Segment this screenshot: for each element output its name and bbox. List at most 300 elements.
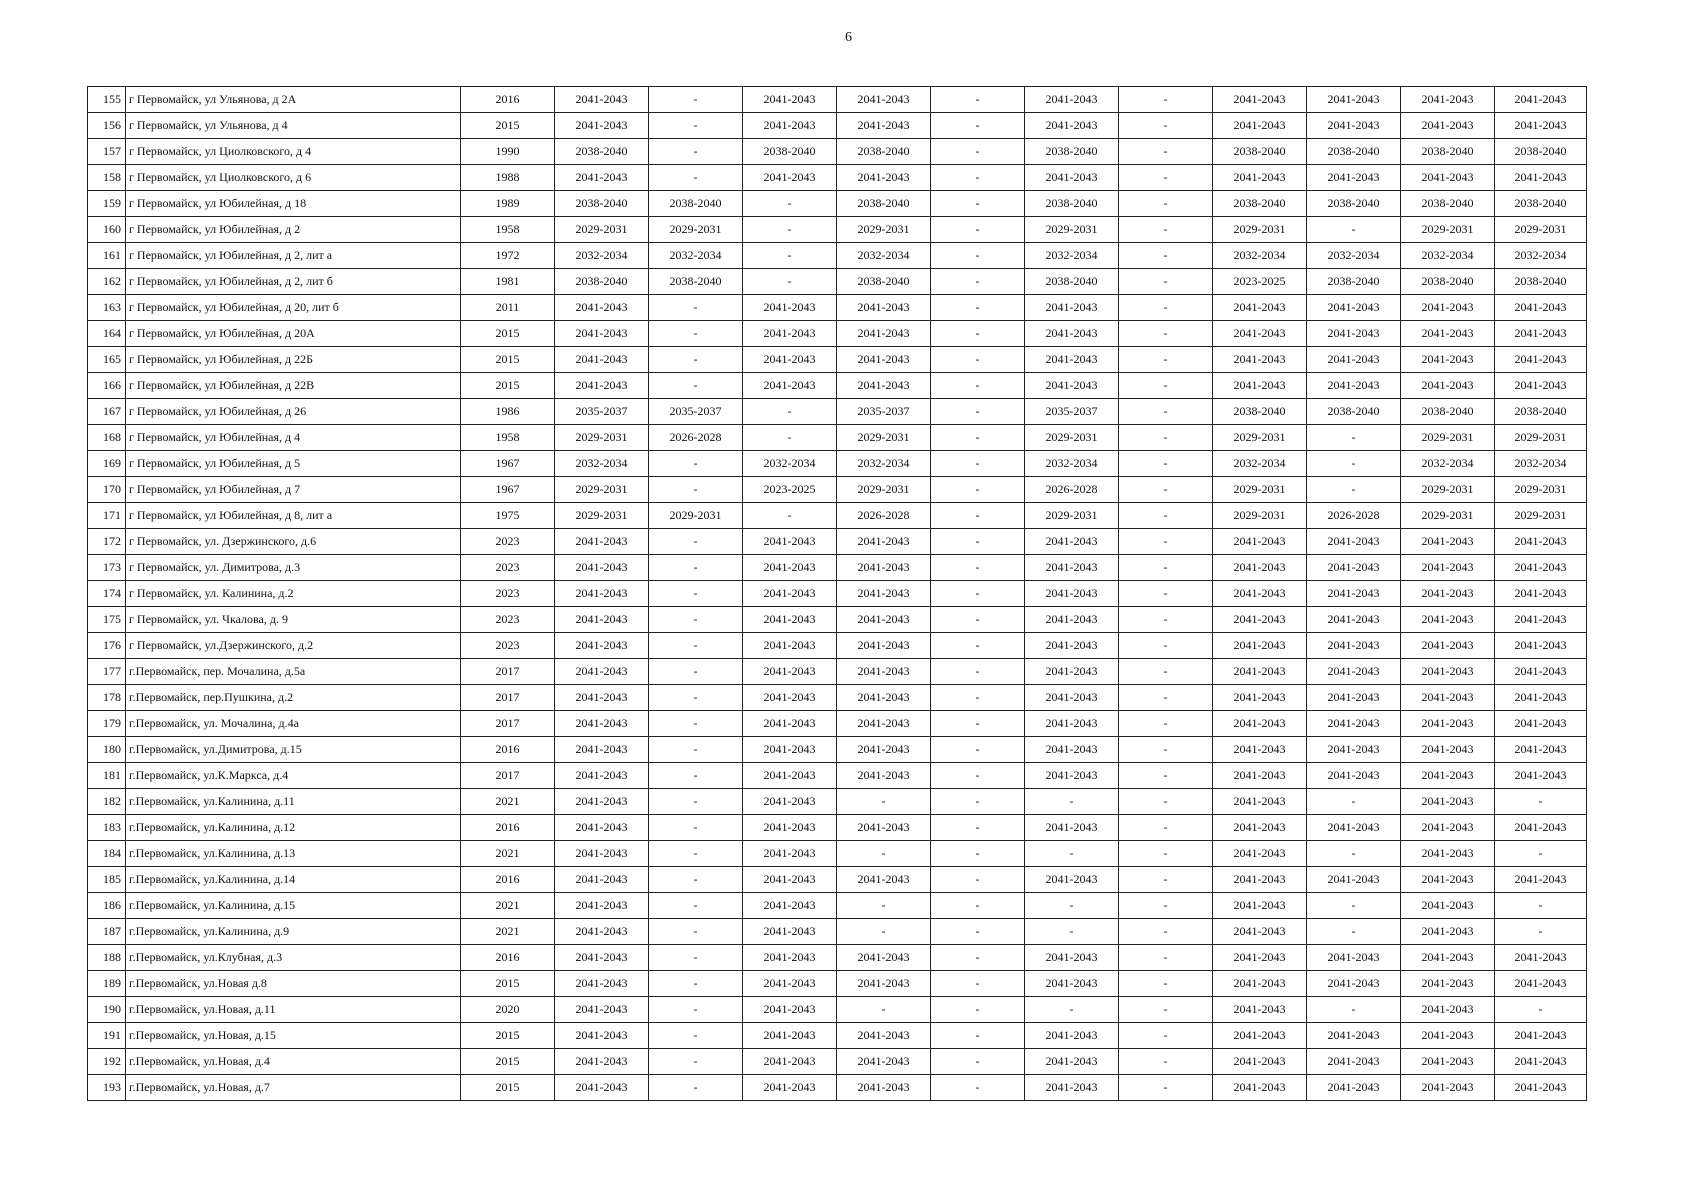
repair-period-cell: - <box>1119 321 1213 347</box>
row-number-cell: 169 <box>88 451 126 477</box>
repair-period-cell: - <box>649 165 743 191</box>
table-row <box>88 451 1587 477</box>
repair-period-cell: 2041-2043 <box>743 295 837 321</box>
repair-period-cell: - <box>1307 425 1401 451</box>
repair-period-cell: - <box>649 87 743 113</box>
year-built-cell: 2015 <box>461 113 555 139</box>
repair-period-cell: - <box>931 243 1025 269</box>
row-number-cell: 187 <box>88 919 126 945</box>
repair-period-cell: 2041-2043 <box>1307 607 1401 633</box>
table-row <box>88 581 1587 607</box>
repair-period-cell: - <box>1119 737 1213 763</box>
repair-period-cell: - <box>1495 919 1587 945</box>
repair-period-cell: 2032-2034 <box>1401 243 1495 269</box>
year-built-cell: 2023 <box>461 581 555 607</box>
repair-period-cell: 2041-2043 <box>1025 633 1119 659</box>
repair-period-cell: 2041-2043 <box>1307 763 1401 789</box>
row-number-cell: 170 <box>88 477 126 503</box>
repair-period-cell: 2041-2043 <box>1495 1075 1587 1101</box>
repair-period-cell: 2038-2040 <box>1495 269 1587 295</box>
year-built-cell: 2016 <box>461 87 555 113</box>
repair-period-cell: 2041-2043 <box>837 581 931 607</box>
repair-period-cell: - <box>649 737 743 763</box>
repair-period-cell: - <box>649 1023 743 1049</box>
repair-period-cell: 2041-2043 <box>1213 633 1307 659</box>
repair-period-cell: 2041-2043 <box>1307 659 1401 685</box>
repair-period-cell: 2041-2043 <box>1025 711 1119 737</box>
table-row <box>88 841 1587 867</box>
repair-period-cell: 2029-2031 <box>1401 477 1495 503</box>
address-cell: г Первомайск, ул Циолковского, д 4 <box>126 139 461 165</box>
repair-period-cell: 2041-2043 <box>1213 997 1307 1023</box>
table-row <box>88 321 1587 347</box>
repair-period-cell: 2041-2043 <box>1213 529 1307 555</box>
address-cell: г.Первомайск, ул.Новая, д.15 <box>126 1023 461 1049</box>
table-row <box>88 971 1587 997</box>
repair-period-cell: 2032-2034 <box>1025 451 1119 477</box>
repair-period-cell: - <box>649 1075 743 1101</box>
repair-period-cell: 2041-2043 <box>1401 529 1495 555</box>
repair-period-cell: - <box>1307 841 1401 867</box>
repair-period-cell: 2041-2043 <box>837 295 931 321</box>
repair-period-cell: 2041-2043 <box>555 87 649 113</box>
address-cell: г.Первомайск, ул.Новая, д.11 <box>126 997 461 1023</box>
address-cell: г.Первомайск, ул.Новая, д.4 <box>126 1049 461 1075</box>
repair-period-cell: - <box>1119 581 1213 607</box>
repair-period-cell: - <box>649 347 743 373</box>
repair-period-cell: 2041-2043 <box>1213 867 1307 893</box>
address-cell: г Первомайск, ул Юбилейная, д 5 <box>126 451 461 477</box>
repair-period-cell: 2032-2034 <box>837 451 931 477</box>
repair-period-cell: 2041-2043 <box>743 815 837 841</box>
repair-period-cell: - <box>931 919 1025 945</box>
repair-period-cell: - <box>743 503 837 529</box>
table-row <box>88 243 1587 269</box>
repair-period-cell: 2029-2031 <box>555 425 649 451</box>
repair-period-cell: 2041-2043 <box>1495 659 1587 685</box>
row-number-cell: 174 <box>88 581 126 607</box>
repair-period-cell: 2038-2040 <box>837 139 931 165</box>
repair-period-cell: 2041-2043 <box>1307 633 1401 659</box>
repair-period-cell: - <box>649 373 743 399</box>
repair-period-cell: 2041-2043 <box>555 1049 649 1075</box>
year-built-cell: 1967 <box>461 451 555 477</box>
repair-period-cell: 2041-2043 <box>743 919 837 945</box>
repair-period-cell: 2041-2043 <box>1307 971 1401 997</box>
repair-period-cell: 2032-2034 <box>555 243 649 269</box>
repair-period-cell: 2041-2043 <box>1401 1075 1495 1101</box>
repair-period-cell: - <box>649 529 743 555</box>
repair-period-cell: 2041-2043 <box>1213 971 1307 997</box>
row-number-cell: 186 <box>88 893 126 919</box>
repair-period-cell: 2041-2043 <box>1401 971 1495 997</box>
repair-period-cell: 2026-2028 <box>1307 503 1401 529</box>
address-cell: г Первомайск, ул. Чкалова, д. 9 <box>126 607 461 633</box>
repair-period-cell: 2038-2040 <box>555 269 649 295</box>
repair-period-cell: 2035-2037 <box>1025 399 1119 425</box>
repair-period-cell: - <box>931 295 1025 321</box>
repair-period-cell: 2041-2043 <box>1401 295 1495 321</box>
repair-period-cell: 2038-2040 <box>1401 191 1495 217</box>
address-cell: г Первомайск, ул Юбилейная, д 2, лит б <box>126 269 461 295</box>
repair-period-cell: - <box>649 113 743 139</box>
repair-period-cell: 2041-2043 <box>743 607 837 633</box>
repair-period-cell: - <box>931 893 1025 919</box>
repair-period-cell: 2041-2043 <box>555 893 649 919</box>
address-cell: г Первомайск, ул Юбилейная, д 8, лит а <box>126 503 461 529</box>
table-row <box>88 763 1587 789</box>
repair-period-cell: 2029-2031 <box>1213 477 1307 503</box>
repair-period-cell: 2041-2043 <box>1025 1075 1119 1101</box>
repair-period-cell: 2041-2043 <box>555 113 649 139</box>
repair-period-cell: 2041-2043 <box>1495 867 1587 893</box>
address-cell: г Первомайск, ул Юбилейная, д 22Б <box>126 347 461 373</box>
repair-period-cell: - <box>931 633 1025 659</box>
repair-period-cell: 2041-2043 <box>1495 87 1587 113</box>
repair-period-cell: - <box>1119 607 1213 633</box>
repair-period-cell: 2041-2043 <box>1307 581 1401 607</box>
repair-period-cell: 2029-2031 <box>837 477 931 503</box>
repair-period-cell: - <box>1119 139 1213 165</box>
repair-period-cell: 2041-2043 <box>1495 555 1587 581</box>
repair-period-cell: - <box>931 971 1025 997</box>
repair-period-cell: 2041-2043 <box>1401 867 1495 893</box>
address-cell: г Первомайск, ул.Дзержинского, д.2 <box>126 633 461 659</box>
year-built-cell: 2017 <box>461 763 555 789</box>
repair-period-cell: - <box>1119 893 1213 919</box>
repair-period-cell: - <box>649 555 743 581</box>
repair-period-cell: 2041-2043 <box>555 997 649 1023</box>
repair-period-cell: 2041-2043 <box>1025 1023 1119 1049</box>
year-built-cell: 2015 <box>461 971 555 997</box>
repair-period-cell: 2041-2043 <box>1025 1049 1119 1075</box>
repair-period-cell: 2041-2043 <box>837 1023 931 1049</box>
repair-period-cell: 2041-2043 <box>1495 633 1587 659</box>
address-cell: г.Первомайск, ул. Мочалина, д.4а <box>126 711 461 737</box>
repair-period-cell: 2041-2043 <box>555 373 649 399</box>
table-row <box>88 997 1587 1023</box>
repair-period-cell: - <box>931 607 1025 633</box>
repair-period-cell: 2041-2043 <box>1213 1023 1307 1049</box>
year-built-cell: 2015 <box>461 1075 555 1101</box>
repair-period-cell: - <box>1307 451 1401 477</box>
repair-period-cell: 2041-2043 <box>1307 685 1401 711</box>
table-row <box>88 217 1587 243</box>
repair-period-cell: 2041-2043 <box>1401 581 1495 607</box>
repair-period-cell: 2041-2043 <box>837 347 931 373</box>
repair-period-cell: 2041-2043 <box>743 893 837 919</box>
repair-period-cell: 2041-2043 <box>1495 347 1587 373</box>
repair-period-cell: 2032-2034 <box>1307 243 1401 269</box>
repair-period-cell: 2041-2043 <box>1307 347 1401 373</box>
repair-period-cell: - <box>931 425 1025 451</box>
repair-period-cell: 2041-2043 <box>1495 295 1587 321</box>
repair-period-cell: - <box>1119 347 1213 373</box>
repair-period-cell: - <box>1119 1049 1213 1075</box>
repair-period-cell: 2041-2043 <box>1401 763 1495 789</box>
repair-period-cell: - <box>1119 191 1213 217</box>
repair-period-cell: 2041-2043 <box>1307 867 1401 893</box>
address-cell: г.Первомайск, ул.Калинина, д.14 <box>126 867 461 893</box>
year-built-cell: 2021 <box>461 919 555 945</box>
year-built-cell: 1975 <box>461 503 555 529</box>
repair-period-cell: - <box>931 217 1025 243</box>
repair-period-cell: - <box>1119 87 1213 113</box>
repair-period-cell: - <box>743 425 837 451</box>
repair-period-cell: 2041-2043 <box>837 815 931 841</box>
repair-period-cell: - <box>931 685 1025 711</box>
table-row <box>88 425 1587 451</box>
repair-period-cell: - <box>931 503 1025 529</box>
row-number-cell: 178 <box>88 685 126 711</box>
repair-period-cell: 2029-2031 <box>1495 477 1587 503</box>
row-number-cell: 165 <box>88 347 126 373</box>
address-cell: г.Первомайск, пер. Мочалина, д.5а <box>126 659 461 685</box>
repair-period-cell: - <box>649 633 743 659</box>
row-number-cell: 159 <box>88 191 126 217</box>
repair-period-cell: - <box>1119 451 1213 477</box>
year-built-cell: 2021 <box>461 841 555 867</box>
address-cell: г Первомайск, ул Юбилейная, д 20, лит б <box>126 295 461 321</box>
repair-period-cell: 2038-2040 <box>1401 269 1495 295</box>
repair-period-cell: 2041-2043 <box>1213 113 1307 139</box>
repair-period-cell: 2029-2031 <box>1495 217 1587 243</box>
repair-period-cell: 2041-2043 <box>743 347 837 373</box>
year-built-cell: 2021 <box>461 789 555 815</box>
repair-period-cell: - <box>1119 841 1213 867</box>
repair-period-cell: 2038-2040 <box>555 139 649 165</box>
repair-period-cell: 2041-2043 <box>1213 919 1307 945</box>
year-built-cell: 2015 <box>461 373 555 399</box>
repair-period-cell: 2041-2043 <box>743 945 837 971</box>
repair-period-cell: 2041-2043 <box>555 555 649 581</box>
repair-period-cell: 2041-2043 <box>1307 321 1401 347</box>
repair-period-cell: - <box>649 581 743 607</box>
repair-period-cell: 2041-2043 <box>1401 633 1495 659</box>
table-row <box>88 87 1587 113</box>
repair-period-cell: 2029-2031 <box>555 503 649 529</box>
repair-period-cell: 2032-2034 <box>1025 243 1119 269</box>
repair-period-cell: 2041-2043 <box>837 1075 931 1101</box>
repair-period-cell: 2041-2043 <box>1495 165 1587 191</box>
repair-period-cell: 2041-2043 <box>1213 685 1307 711</box>
repair-period-cell: 2032-2034 <box>743 451 837 477</box>
repair-period-cell: 2032-2034 <box>1213 451 1307 477</box>
repair-period-cell: 2038-2040 <box>1495 139 1587 165</box>
repair-period-cell: 2041-2043 <box>1401 607 1495 633</box>
year-built-cell: 1958 <box>461 217 555 243</box>
repair-period-cell: 2023-2025 <box>743 477 837 503</box>
table-row <box>88 347 1587 373</box>
repair-period-cell: - <box>1025 893 1119 919</box>
repair-period-cell: - <box>1307 997 1401 1023</box>
repair-period-cell: 2041-2043 <box>1307 295 1401 321</box>
address-cell: г Первомайск, ул Юбилейная, д 7 <box>126 477 461 503</box>
repair-period-cell: 2026-2028 <box>1025 477 1119 503</box>
repair-period-cell: - <box>837 919 931 945</box>
repair-period-cell: - <box>1025 919 1119 945</box>
repair-period-cell: - <box>931 997 1025 1023</box>
repair-period-cell: 2032-2034 <box>1213 243 1307 269</box>
repair-period-cell: 2041-2043 <box>743 165 837 191</box>
repair-period-cell: - <box>1119 503 1213 529</box>
row-number-cell: 176 <box>88 633 126 659</box>
year-built-cell: 1958 <box>461 425 555 451</box>
repair-period-cell: 2041-2043 <box>1307 945 1401 971</box>
repair-period-cell: 2041-2043 <box>837 971 931 997</box>
repair-period-cell: - <box>931 1049 1025 1075</box>
table-row <box>88 737 1587 763</box>
repair-period-cell: - <box>931 321 1025 347</box>
repair-period-cell: 2029-2031 <box>555 217 649 243</box>
repair-period-cell: 2041-2043 <box>1307 165 1401 191</box>
repair-period-cell: 2041-2043 <box>1307 113 1401 139</box>
repair-period-cell: - <box>649 139 743 165</box>
repair-period-cell: 2041-2043 <box>1307 1049 1401 1075</box>
row-number-cell: 157 <box>88 139 126 165</box>
repair-period-cell: - <box>1119 1023 1213 1049</box>
repair-period-cell: - <box>1025 789 1119 815</box>
row-number-cell: 181 <box>88 763 126 789</box>
repair-period-cell: - <box>1495 893 1587 919</box>
repair-period-cell: 2041-2043 <box>1401 945 1495 971</box>
address-cell: г.Первомайск, ул.Калинина, д.13 <box>126 841 461 867</box>
row-number-cell: 160 <box>88 217 126 243</box>
repair-period-cell: 2041-2043 <box>837 113 931 139</box>
table-row <box>88 555 1587 581</box>
repair-period-cell: - <box>649 321 743 347</box>
table-row <box>88 1075 1587 1101</box>
repair-period-cell: 2038-2040 <box>837 191 931 217</box>
repair-period-cell: - <box>1119 217 1213 243</box>
repair-period-cell: 2041-2043 <box>555 867 649 893</box>
repair-period-cell: 2041-2043 <box>1495 815 1587 841</box>
repair-period-cell: 2041-2043 <box>1213 87 1307 113</box>
repair-period-cell: - <box>931 477 1025 503</box>
repair-period-cell: 2041-2043 <box>1495 945 1587 971</box>
repair-period-cell: 2041-2043 <box>1307 1075 1401 1101</box>
repair-period-cell: 2041-2043 <box>555 841 649 867</box>
year-built-cell: 1988 <box>461 165 555 191</box>
year-built-cell: 2015 <box>461 1049 555 1075</box>
repair-period-cell: 2038-2040 <box>1213 191 1307 217</box>
year-built-cell: 2015 <box>461 347 555 373</box>
repair-period-cell: - <box>743 399 837 425</box>
repair-period-cell: 2038-2040 <box>1401 399 1495 425</box>
repair-period-cell: 2041-2043 <box>1025 555 1119 581</box>
year-built-cell: 2017 <box>461 685 555 711</box>
repair-period-cell: - <box>931 347 1025 373</box>
address-cell: г.Первомайск, ул.Клубная, д.3 <box>126 945 461 971</box>
table-row <box>88 139 1587 165</box>
repair-period-cell: 2041-2043 <box>1213 581 1307 607</box>
repair-period-cell: 2041-2043 <box>743 763 837 789</box>
repair-period-cell: 2041-2043 <box>1495 763 1587 789</box>
repair-period-cell: 2041-2043 <box>1495 737 1587 763</box>
row-number-cell: 180 <box>88 737 126 763</box>
repair-period-cell: 2038-2040 <box>1307 269 1401 295</box>
year-built-cell: 2023 <box>461 607 555 633</box>
repair-period-cell: 2038-2040 <box>649 269 743 295</box>
repair-period-cell: - <box>1119 477 1213 503</box>
table-row <box>88 919 1587 945</box>
row-number-cell: 190 <box>88 997 126 1023</box>
row-number-cell: 163 <box>88 295 126 321</box>
table-row <box>88 685 1587 711</box>
repair-period-cell: 2038-2040 <box>1025 191 1119 217</box>
repair-period-cell: - <box>649 711 743 737</box>
repair-period-cell: 2041-2043 <box>1025 763 1119 789</box>
repair-period-cell: 2041-2043 <box>1025 581 1119 607</box>
repair-period-cell: 2041-2043 <box>1025 113 1119 139</box>
repair-period-cell: - <box>1119 373 1213 399</box>
year-built-cell: 2020 <box>461 997 555 1023</box>
row-number-cell: 182 <box>88 789 126 815</box>
repair-period-cell: - <box>649 451 743 477</box>
repair-period-cell: 2041-2043 <box>555 763 649 789</box>
repair-period-cell: 2041-2043 <box>1213 659 1307 685</box>
table-row <box>88 659 1587 685</box>
year-built-cell: 2016 <box>461 737 555 763</box>
repair-period-cell: 2032-2034 <box>837 243 931 269</box>
repair-period-cell: 2032-2034 <box>649 243 743 269</box>
repair-period-cell: 2041-2043 <box>743 971 837 997</box>
repair-period-cell: 2038-2040 <box>837 269 931 295</box>
repair-period-cell: - <box>1119 1075 1213 1101</box>
table-row <box>88 867 1587 893</box>
repair-period-cell: 2032-2034 <box>1495 243 1587 269</box>
repair-period-cell: - <box>649 659 743 685</box>
repair-period-cell: - <box>837 789 931 815</box>
repair-period-cell: 2041-2043 <box>743 789 837 815</box>
row-number-cell: 184 <box>88 841 126 867</box>
repair-period-cell: - <box>1119 789 1213 815</box>
repair-period-cell: 2041-2043 <box>1401 87 1495 113</box>
repair-period-cell: 2041-2043 <box>837 945 931 971</box>
repair-period-cell: 2041-2043 <box>1307 555 1401 581</box>
year-built-cell: 1967 <box>461 477 555 503</box>
repair-period-cell: 2041-2043 <box>837 711 931 737</box>
year-built-cell: 1972 <box>461 243 555 269</box>
address-cell: г.Первомайск, ул.Новая, д.7 <box>126 1075 461 1101</box>
repair-period-cell: 2038-2040 <box>743 139 837 165</box>
year-built-cell: 1986 <box>461 399 555 425</box>
row-number-cell: 155 <box>88 87 126 113</box>
year-built-cell: 2016 <box>461 945 555 971</box>
row-number-cell: 173 <box>88 555 126 581</box>
year-built-cell: 2015 <box>461 1023 555 1049</box>
repair-period-cell: 2041-2043 <box>1495 711 1587 737</box>
repair-period-cell: 2041-2043 <box>837 529 931 555</box>
repair-period-cell: 2041-2043 <box>1495 1023 1587 1049</box>
address-cell: г.Первомайск, ул.Калинина, д.9 <box>126 919 461 945</box>
repair-period-cell: - <box>649 763 743 789</box>
repair-period-cell: 2035-2037 <box>837 399 931 425</box>
repair-period-cell: 2041-2043 <box>837 867 931 893</box>
repair-period-cell: 2041-2043 <box>1025 347 1119 373</box>
repair-period-cell: 2041-2043 <box>1401 1023 1495 1049</box>
repair-period-cell: 2038-2040 <box>649 191 743 217</box>
repair-period-cell: 2041-2043 <box>1401 685 1495 711</box>
repair-period-cell: - <box>649 997 743 1023</box>
repair-period-cell: 2029-2031 <box>1495 503 1587 529</box>
table-body <box>88 87 1587 1101</box>
year-built-cell: 2023 <box>461 529 555 555</box>
repair-period-cell: 2032-2034 <box>1401 451 1495 477</box>
repair-period-cell: - <box>837 893 931 919</box>
table-row <box>88 529 1587 555</box>
address-cell: г Первомайск, ул Ульянова, д 2А <box>126 87 461 113</box>
